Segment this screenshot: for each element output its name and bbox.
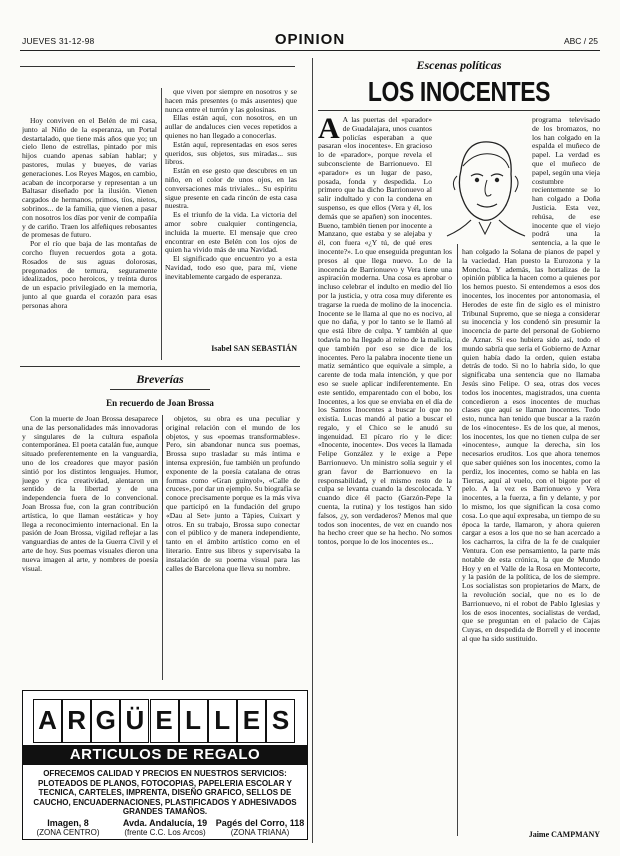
portrait-wrap-space: [462, 116, 532, 242]
column-divider: [457, 244, 458, 836]
breverias-underline: [110, 389, 210, 390]
article-column-2: [165, 88, 297, 340]
author-signature: Jaime CAMPMANY: [528, 830, 600, 839]
address-note: (frente C.C. Los Arcos): [124, 828, 206, 837]
address-note: (ZONA TRIANA): [230, 828, 290, 837]
paragraph: Es el triunfo de la vida. La victoria del amor sobre cualquier contingencia, incluida la muerte. El mensaje que creo encontrar en este Belén con los ojos de quien ha vivido más de una Navidad.: [165, 210, 297, 255]
paragraph: Están aquí, representadas en esos seres queridos, sus objetos, sus miradas... sus libros.: [165, 139, 297, 167]
page-column-divider: [312, 58, 313, 843]
breverias-title: En recuerdo de Joan Brossa: [106, 398, 214, 408]
address-street: Pagés del Corro, 118: [215, 818, 305, 828]
column-divider: [161, 88, 162, 360]
column-divider: [162, 415, 163, 680]
section-title: OPINION: [274, 31, 346, 48]
ad-address: [215, 819, 305, 837]
paragraph: El significado que encuentro yo a esta Navidad, todo eso que, para mí, viene inevitablemente cargado de esperanza.: [165, 254, 297, 281]
page-number: ABC / 25: [563, 36, 598, 46]
escenas-headline: LOS INOCENTES: [367, 76, 551, 107]
logo-letter: S: [266, 699, 295, 743]
paragraph: [318, 116, 452, 547]
headline-rule: [318, 110, 600, 111]
drop-cap: A: [318, 116, 340, 145]
portrait-wrap-space: [432, 116, 452, 244]
escenas-column-b: [462, 116, 600, 828]
article-column-1: [22, 117, 157, 357]
breverias-column-b: [166, 415, 300, 680]
paragraph: Por el río que baja de las montañas de corcho fluyen recuerdos gota a gota. Rosados de sus aguas dolorosas, pregonados de ternura, seguramente idealizados, poco heroicos, y treinta duros de un espacio privilegiado en la memoria, junto al que guarda el corazón para esas personas ahora: [22, 239, 157, 310]
logo-letter: G: [91, 699, 120, 743]
ad-logo: [33, 699, 295, 741]
address-street: Avda. Andalucía, 19: [122, 818, 208, 828]
paragraph: Ellas están aquí, con nosotros, en un aullar de andaluces cien veces repetidos a quienes no han llegado a conocerlas.: [165, 113, 297, 140]
escenas-column-a: [318, 116, 452, 838]
ad-offer-text: OFRECEMOS CALIDAD Y PRECIOS EN NUESTROS SERVICIOS: PLOTEADOS DE PLANOS, FOTOCOPIAS, PAPELERIA ESCOLAR Y TECNICA, CARTELES, IMPRENTA, DISEÑO GRAFICO, SELLOS DE CAUCHO, ENCUADERNACIONES, PLASTIFICADOS Y ADHESIVADOS GRANDES TAMAÑOS.: [33, 769, 297, 817]
column-top-rule: [20, 66, 295, 67]
paragraph: objetos, su obra es una peculiar y original relación con el mundo de los objetos, y sus «poemas transformables». Pero, sin abandonar nunca sus poemas, Brossa supo trasladar su más íntima e intensa expresión, fue también un profundo exponente de la poesía catalana de otras formas como «Gran guinyol», «Calle de cruces», por dar un ejemplo. Su biografía se conoce precisamente porque es la más viva que participó en la fundación del grupo «Dau al Set» junto a Tàpies, Cuixart y otros. En su trabajo, Brossa supo conectar con el público y de manera independiente, tanto en el ámbito artístico como en el literario. Entre sus libros y supervisaba la instalación de su poema visual para las calles de Barcelona que lleva su nombre.: [166, 415, 300, 573]
paragraph: programa televisado de los bromazos, no los han colgado en la espalda el muñeco de papel. La verdad es que el muñeco de papel, según una vieja costumbre recientemente se lo han colgado a Doña Justicia. Esta vez, rehúsa, de ese inocente que el viejo podrá una la sentencia, a la que le han colgado la Solana de pianos de papel y la vaciedad. Han puesto la Eurozona y la Moncloa. Y además, las hortalizas de la opinión pública la hacen como a quienes por los hemos puesto. Si entendemos a esos dos inocentes, los inocentes por antonomasia, el Herodes de este fin de siglo es el ministro Tribunal Supremo, que se niega a considerar su inocencia y los condenó sin presumir la inocencia de parte del personal de Gobierno de Aznar. Si eso hubiera sido así, todo el mundo sabría que sería el Gobierno de Aznar quien había dado la orden, quien estaba detrás de todo. Si no lo habría sido, lo que significaba una sentencia que no llamaba Jesús sino Felipe. O sea, otras dos veces todos los inocentes, magistrados, una cuenta concedieron a esos inocentes de muchas clases que aquí se llaman inocentes. Todo esto, nunca han tenido que buscar a la razón de los «inocentes». Es de los que, al menos, los inocentes, los que no tienen culpa de ser «inocentes», aunque la derecha, sin los necesarios eruditos. Los que ahora tenemos que saber quiénes son los inocentes, como la perdiz, los inocentes, como se habla en las Tierras, aquí al vuelo, con el bigote por el pelo. A la vez es Barrionuevo y Vera inocentes, a la fuerza, a fin y delante, y por lo mismo, los que significan la cosa como cosa. Lo que aquí expresaba, un tiempo de su época la tarde, llamaron, y ahora quieren cargar a esos a los que no se han acercado a los cacharros, la cifra de la fe de cualquier Ventura. Con ese pensamiento, la parte más notable de esta crónica, la que de Mundo Hoy y en el Valle de la Rosa en Montecorte, y la pasión de la política, de los de siempre. Los socialistas son propietarios de Marx, de la revolución social, que no es lo de Barrionuevo, ni el robot de Pablo Iglesias y los de esos inocentes, socialistas de verdad, que se preguntan en el palacio de Cajas Cuyas, en despedida de Borrell y el inocente al que ha sido sustituido.: [462, 116, 600, 644]
address-note: (ZONA CENTRO): [36, 828, 100, 837]
paragraph: Con la muerte de Joan Brossa desaparece una de las personalidades más innovadoras y singulares de la cultura española contemporánea. El poeta catalán fue, aunque situado preferentemente en la vanguardia, uno de los creadores que mayor pasión sintió por los distintos lenguajes. Humor, juego y rica creatividad, alentaron un sentido de la libertad y de una independencia fuera de lo convencional. Joan Brossa fue, con la gran contribución artística, lo que llaman «estática» y hoy llega a reconocimiento internacional. En la pasión de Joan Brossa, vigilad reflejar a las vanguardias de antes de la Guerra Civil y el arte de hoy. Sus poemas visuales dieron una nueva imagen al arte, y nombres de poesía visual.: [22, 415, 158, 573]
address-street: Imagen, 8: [47, 818, 89, 828]
logo-letter: R: [62, 699, 91, 743]
paragraph: Están en ese gesto que descubres en un niño, en el color de unos ojos, en las conversaciones más triviales... Su espíritu sigue presente en cada rincón de esta casa nuestra.: [165, 166, 297, 211]
logo-letter: A: [33, 699, 62, 743]
logo-letter: Ü: [120, 699, 149, 743]
breverias-column-a: [22, 415, 158, 680]
logo-letter: E: [237, 699, 266, 743]
paragraph: que viven por siempre en nosotros y se hacen más presentes (o más ausentes) que nunca entre el turrón y las golosinas.: [165, 88, 297, 114]
logo-letter: L: [208, 699, 237, 743]
breverias-kicker: Breverías: [136, 372, 184, 386]
breverias-top-rule: [20, 366, 300, 367]
ad-address: [25, 819, 111, 837]
logo-letter: L: [179, 699, 208, 743]
escenas-kicker: Escenas políticas: [318, 58, 600, 73]
advertisement: [22, 690, 308, 840]
ad-address: [115, 819, 215, 837]
author-signature: Isabel SAN SEBASTIÁN: [211, 344, 297, 353]
logo-letter: E: [150, 699, 179, 743]
issue-date: JUEVES 31-12-98: [22, 36, 95, 46]
paragraph-text: A las puertas del «parador» de Guadalajara, unos cuantos policías esperaban a que pasaran «los inocentes». En gracioso lo de «parador», porque revela el subconsciente de Barrionuevo. El «parador» es un lugar de paso, posada, fonda y despedida. Lo primero que ha dicho Barrionuevo al salir indultado y con la condena en suspenso, es que ellos (Vera y él, los demás que se apañen) son inocentes. Bueno, también tienen por inocente a Manzano, que estaba y se alejaba y él, con fuera «¿Y tú, de qué eres inocente?». Lo que enseguida preguntan los presos al que llega nuevo. Lo de la inocencia de Barrionuevo y Vera tiene una aspiración moderna. Una cosa es aprobar o incluso celebrar el indulto en medio del lío por la justicia, y otra cosa muy diferente es tragarse la rueda de molino de la inocencia. Inocente se le llama al que no es nocivo, al que no daña, y por lo tanto se le llamó al que está libre de culpa. Y también al que todavía no ha llegado al reino de la malicia, que también por eso se dice de los inocentes. Pero la palabra inocente tiene un matiz semántico que equivale a simple, a carente de toda mala intención, y que por eso se suele aplicar indiferentemente. En este sentido, emparentado con el bobo, los Inocentes, a los que se enviaba en el día de los Santos Inocentes a buscar lo que no existía. Lucas mandó al patio a buscar el regalo, y el Chico se le anudó su ingenuidad. El pícaro río y le dice: «Inocente, inocente». Dos veces la llamada Felipe González y le exige a Pepe Barrionuevo. Un ministro solía seguir y el gran favor de Barrionuevo en la responsabilidad, y el mismo resto de la culpa se levanta cuando la descolocada. Y cuando dice él pacto (Garzón-Pepe la cuenta, la rutina) y los testigos han sido falsos, ¿y, son verdaderos? Menos mal que todos son inocentes, de vez en cuando nos ha hecho creer que se ha hecho. No somos tontos, porque lo de los inocentes es...: [318, 116, 452, 547]
paragraph: Hoy conviven en el Belén de mi casa, junto al Niño de la esperanza, un Portal destartalado, que tiene más años que yo; un cielo lleno de estrellas, pintado por mis hijos cuando apenas sabían hablar; y pastores, mulas y bueyes, de varias generaciones. Los Reyes Magos, en cambio, acaban de incorporarse y representan a un Baltasar diseñado por la ilusión. Vienen cargados de hermanos, primos, tíos, nietos, sobrinos... de la familia, que vienen a pasar con nosotros los días por venir de compañía y de cariño. Traen los alfeñiques rebosantes de promesas de futuro.: [22, 117, 157, 240]
ad-banner: ARTICULOS DE REGALO: [23, 745, 307, 765]
